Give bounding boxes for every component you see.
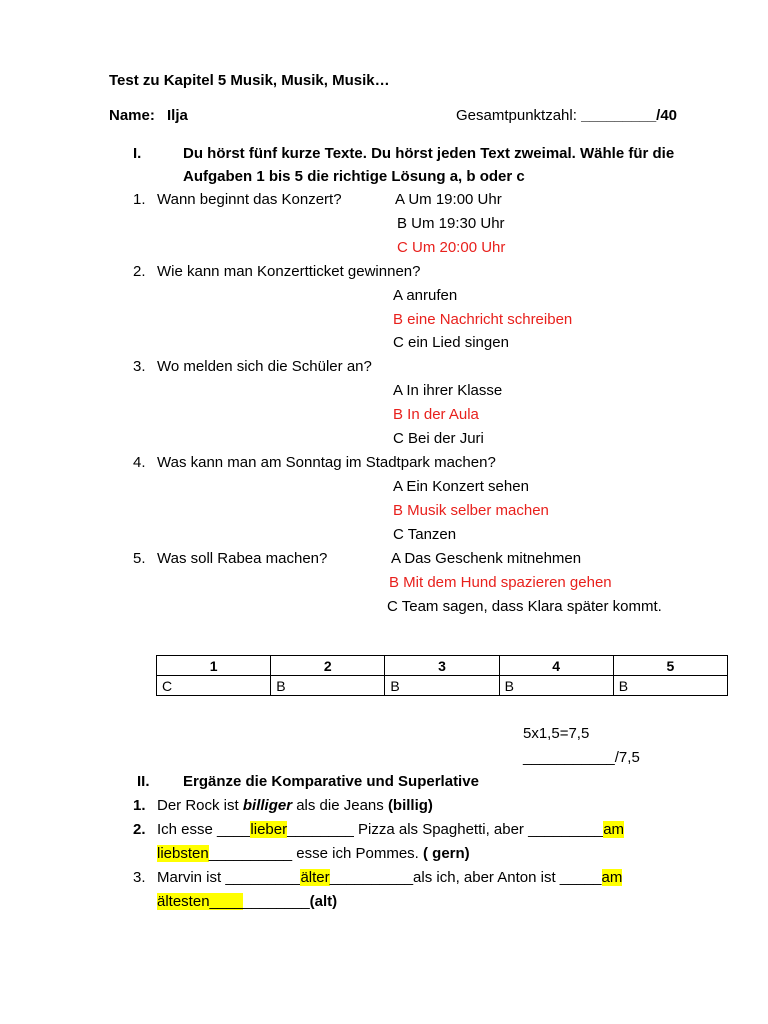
- s2-item3-blank2: ____: [209, 893, 243, 910]
- s2-item2-mid2: __________ esse ich Pommes.: [208, 845, 424, 862]
- answer-table-cell: B: [613, 676, 727, 696]
- q5-text: Was soll Rabea machen?: [157, 550, 328, 567]
- answer-table-header: 1: [157, 656, 271, 676]
- s2-item3-mid1: __________als ich, aber Anton ist _____: [329, 869, 602, 886]
- section1-instruction-line2: Aufgaben 1 bis 5 die richtige Lösung a, b oder c: [183, 168, 525, 185]
- s2-item3-answer1: älter: [300, 869, 330, 886]
- answer-table-header: 2: [271, 656, 385, 676]
- s2-item2-answer1: lieber: [250, 821, 288, 838]
- s2-item2-mid1: ________ Pizza als Spaghetti, aber _________: [287, 821, 604, 838]
- answer-table-header: 4: [499, 656, 613, 676]
- q3-option-c: C Bei der Juri: [393, 430, 484, 447]
- q5-option-a: A Das Geschenk mitnehmen: [391, 550, 582, 567]
- answer-table-cell: B: [499, 676, 613, 696]
- s2-item1-text-b: als die Jeans: [292, 797, 388, 814]
- q2-text: Wie kann man Konzertticket gewinnen?: [157, 263, 421, 280]
- s2-item2-answer2a: am: [603, 821, 625, 838]
- answer-table: [156, 655, 728, 696]
- q2-option-c: C ein Lied singen: [393, 334, 509, 351]
- s2-item2-line1: [157, 820, 624, 840]
- s2-item1-number: 1.: [133, 797, 146, 814]
- s2-item2-hint: ( gern): [423, 845, 470, 862]
- s2-item3-line1: [157, 868, 622, 888]
- s2-item3-hint: (alt): [309, 893, 338, 910]
- q4-option-c: C Tanzen: [393, 526, 457, 543]
- q5-option-c: C Team sagen, dass Klara später kommt.: [387, 598, 662, 615]
- section1-score-blank: ___________: [523, 749, 615, 766]
- q1-text: Wann beginnt das Konzert?: [157, 191, 342, 208]
- s2-item3-line2: [157, 892, 337, 912]
- name-value: Ilja: [167, 107, 188, 124]
- q5-option-b: B Mit dem Hund spazieren gehen: [389, 574, 612, 591]
- q1-option-b: B Um 19:30 Uhr: [397, 215, 505, 232]
- answer-table-header-row: [157, 656, 728, 676]
- answer-table-header: 3: [385, 656, 499, 676]
- section1-score-max: /7,5: [614, 749, 640, 766]
- q4-option-b: B Musik selber machen: [393, 502, 549, 519]
- q5-number: 5.: [133, 550, 146, 567]
- q2-number: 2.: [133, 263, 146, 280]
- s2-item1-line: [157, 796, 433, 816]
- s2-item3-answer2b: ältesten: [157, 893, 210, 910]
- section1-instruction-line1: Du hörst fünf kurze Texte. Du hörst jeden Text zweimal. Wähle für die: [183, 145, 675, 162]
- s2-item3-number: 3.: [133, 869, 146, 886]
- q1-option-c: C Um 20:00 Uhr: [397, 239, 506, 256]
- total-blank: _________: [581, 107, 657, 124]
- q3-text: Wo melden sich die Schüler an?: [157, 358, 372, 375]
- s2-item2-number: 2.: [133, 821, 146, 838]
- s2-item3-mid2: ________: [242, 893, 310, 910]
- q4-option-a: A Ein Konzert sehen: [393, 478, 529, 495]
- s2-item2-answer2b: liebsten: [157, 845, 209, 862]
- total-label: Gesamtpunktzahl:: [456, 107, 577, 124]
- section2-instruction: Ergänze die Komparative und Superlative: [183, 773, 479, 790]
- total-max: /40: [656, 107, 678, 124]
- s2-item1-word: billiger: [242, 797, 293, 814]
- q4-text: Was kann man am Sonntag im Stadtpark machen?: [157, 454, 496, 471]
- section2-number: II.: [137, 773, 150, 790]
- q2-option-b: B eine Nachricht schreiben: [393, 311, 573, 328]
- answer-table-header: 5: [613, 656, 727, 676]
- q4-number: 4.: [133, 454, 146, 471]
- s2-item2-line2: [157, 844, 470, 864]
- answer-table-row: [157, 676, 728, 696]
- answer-table-cell: B: [385, 676, 499, 696]
- section1-score: [523, 748, 640, 768]
- page-title: Test zu Kapitel 5 Musik, Musik, Musik…: [109, 72, 390, 89]
- q3-number: 3.: [133, 358, 146, 375]
- answer-table-cell: B: [271, 676, 385, 696]
- s2-item3-pre1: Marvin ist _________: [157, 869, 301, 886]
- q3-option-b: B In der Aula: [393, 406, 479, 423]
- s2-item3-answer2a: am: [601, 869, 623, 886]
- s2-item2-pre1: Ich esse ____: [157, 821, 251, 838]
- name-label: Name:: [109, 107, 155, 124]
- total-score: [456, 106, 677, 126]
- q1-number: 1.: [133, 191, 146, 208]
- q2-option-a: A anrufen: [393, 287, 458, 304]
- section1-score-calc: 5x1,5=7,5: [523, 725, 590, 742]
- q1-option-a: A Um 19:00 Uhr: [395, 191, 502, 208]
- s2-item1-hint: (billig): [387, 797, 433, 814]
- answer-table-cell: C: [157, 676, 271, 696]
- q3-option-a: A In ihrer Klasse: [393, 382, 503, 399]
- s2-item1-text-a: Der Rock ist: [157, 797, 243, 814]
- section1-number: I.: [133, 145, 142, 162]
